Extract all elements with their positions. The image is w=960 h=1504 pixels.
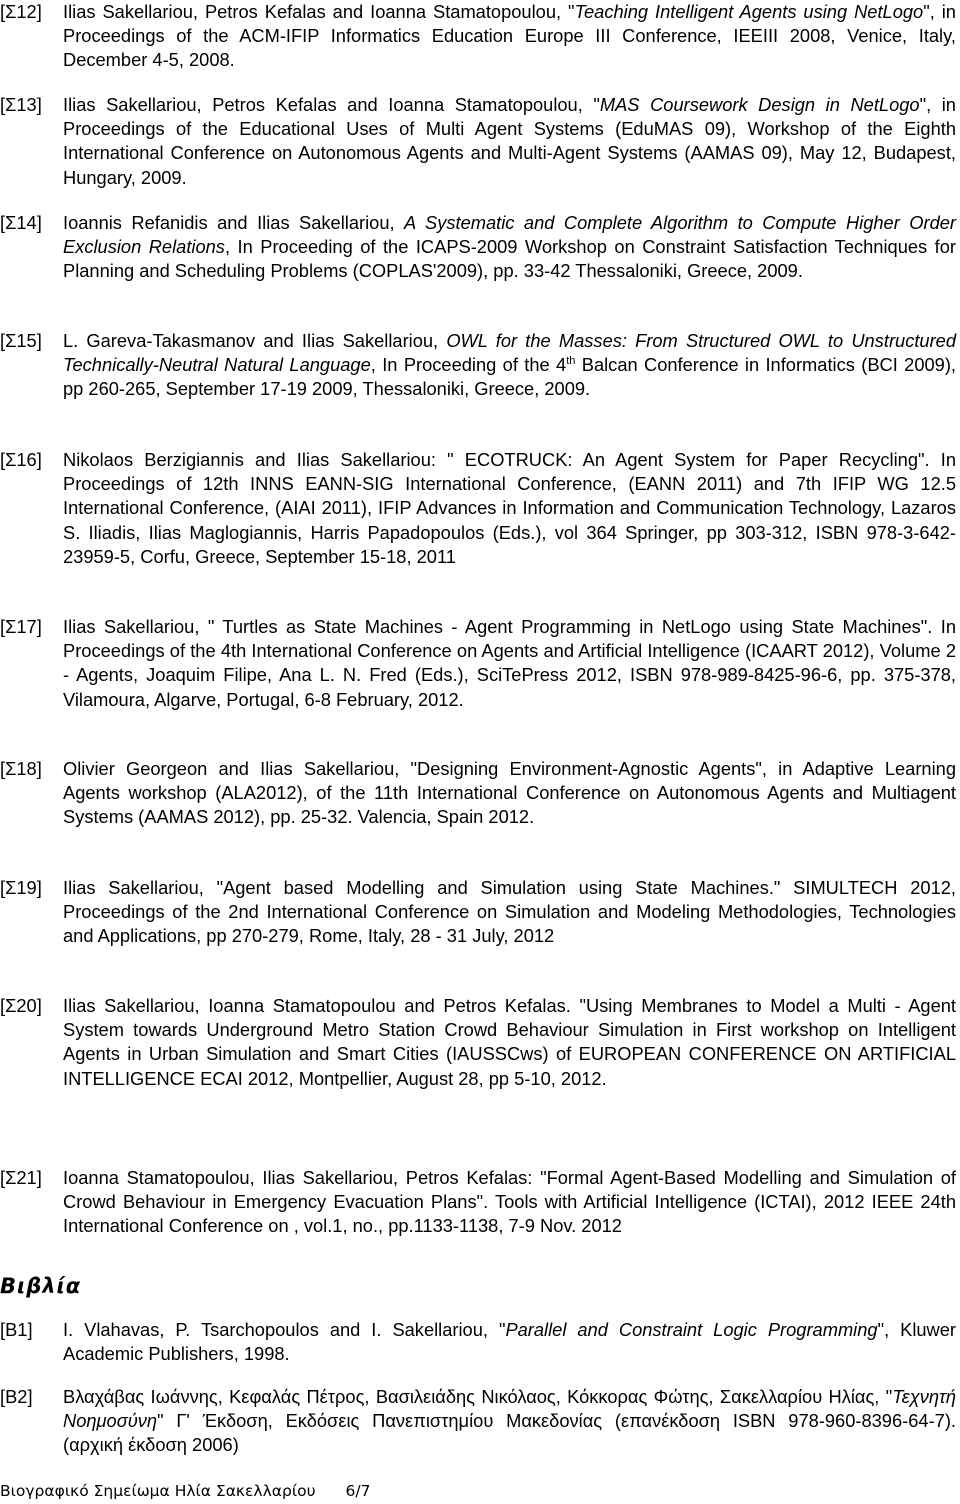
text-segment: Βλαχάβας Ιωάννης, Κεφαλάς Πέτρος, Βασιλειάδης Νικόλαος, Κόκκορας Φώτης, Σακελλαρίου Ηλίας, " [63, 1386, 893, 1407]
text-segment: Ilias Sakellariou, "Agent based Modelling and Simulation using State Machines." SIMULTECH 2012, Proceedings of the 2nd International Conference on Simulation and Modeling Methodologies, Technologies and Applications, pp 270-279, Rome, Italy, 28 - 31 July, 2012 [63, 877, 956, 947]
reference-label: [Σ18] [0, 758, 42, 779]
text-segment: " Γ' Έκδοση, Εκδόσεις Πανεπιστημίου Μακεδονίας (επανέκδοση ISBN 978-960-8396-64-7). (αρχική έκδοση 2006) [63, 1410, 956, 1456]
reference-text [63, 0, 956, 73]
book-label: [B2] [0, 1386, 33, 1407]
reference-entry [0, 329, 960, 402]
reference-text [63, 93, 956, 190]
reference-entry [0, 876, 960, 949]
footer-title: Βιογραφικό Σημείωμα Ηλία Σακελλαρίου [0, 1482, 316, 1500]
italic-title-text: Τεχνητή Νοημοσύνη [63, 1386, 956, 1432]
text-segment: , In Proceeding of the 4 [370, 354, 567, 376]
italic-title-text: MAS Coursework Design in NetLogo [599, 94, 920, 115]
text-segment: Ioannis Refanidis and Ilias Sakellariou, [63, 212, 405, 233]
text-segment: I. Vlahavas, P. Tsarchopoulos and I. Sakellariou, " [63, 1319, 506, 1340]
italic-title-text: Parallel and Constraint Logic Programming [505, 1319, 878, 1340]
reference-entry [0, 757, 960, 830]
page-number: 6/7 [345, 1482, 371, 1500]
text-segment: Ilias Sakellariou, Petros Kefalas and Ioanna Stamatopoulou, " [63, 94, 600, 115]
text-segment: ", in Proceedings of the Educational Uses of Multi Agent Systems (EduMAS 09), Workshop of the Eighth International Conference on Autonomous Agents and Multi-Agent Systems (AAMAS 09), May 12, Budapest, Hungary, 2009. [63, 94, 956, 188]
book-label: [B1] [0, 1319, 33, 1340]
reference-label: [Σ12] [0, 1, 42, 22]
text-segment: Ilias Sakellariou, Petros Kefalas and Ioanna Stamatopoulou, " [63, 1, 575, 22]
reference-label: [Σ16] [0, 449, 42, 470]
reference-text [63, 757, 956, 830]
reference-text [63, 448, 956, 569]
page-footer [0, 1481, 371, 1501]
reference-label: [Σ15] [0, 330, 42, 351]
reference-text [63, 329, 956, 402]
reference-text [63, 211, 956, 284]
section-heading-books: Βιβλία [0, 1274, 82, 1298]
text-segment: , In Proceeding of the ICAPS-2009 Workshop on Constraint Satisfaction Techniques for Planning and Scheduling Problems (COPLAS'2009), pp. 33-42 Thessaloniki, Greece, 2009. [63, 236, 956, 282]
book-entry [0, 1318, 960, 1366]
reference-label: [Σ14] [0, 212, 42, 233]
reference-entry [0, 448, 960, 569]
reference-label: [Σ20] [0, 995, 42, 1016]
text-segment: Nikolaos Berzigiannis and Ilias Sakellariou: " ECOTRUCK: An Agent System for Paper Recycling". In Proceedings of 12th INNS EANN-SIG International Conference, (EANN 2011) and 7th IFIP WG 12.5 International Conference, (AIAI 2011), IFIP Advances in Information and Communication Technology, Lazaros S. Iliadis, Ilias Maglogiannis, Harris Papadopoulos (Eds.), vol 364 Springer, pp 303-312, ISBN 978-3-642-23959-5, Corfu, Greece, September 15-18, 2011 [63, 449, 956, 567]
reference-label: [Σ17] [0, 616, 42, 637]
book-text [63, 1385, 956, 1458]
text-segment: Balcan Conference in Informatics (BCI 2009), pp 260-265, September 17-19 2009, Thessaloniki, Greece, 2009. [63, 354, 956, 400]
reference-label: [Σ13] [0, 94, 42, 115]
text-segment: ", in Proceedings of the ACM-IFIP Informatics Education Europe III Conference, IEEIII 2008, Venice, Italy, December 4-5, 2008. [63, 1, 956, 71]
book-text [63, 1318, 956, 1366]
reference-text [63, 876, 956, 949]
reference-text [63, 615, 956, 712]
reference-label: [Σ21] [0, 1167, 42, 1188]
italic-title-text: A Systematic and Complete Algorithm to Compute Higher Order Exclusion Relations [63, 212, 956, 258]
italic-title-text: OWL for the Masses: From Structured OWL to Unstructured Technically-Neutral Natural Language [63, 330, 957, 376]
reference-label: [Σ19] [0, 877, 42, 898]
reference-text [63, 1166, 956, 1239]
reference-entry [0, 994, 960, 1091]
text-segment: ", Kluwer Academic Publishers, 1998. [63, 1319, 957, 1365]
text-segment: Ioanna Stamatopoulou, Ilias Sakellariou, Petros Kefalas: "Formal Agent-Based Modelling and Simulation of Crowd Behaviour in Emergency Evacuation Plans". Tools with Artificial Intelligence (ICTAI), 2012 IEEE 24th International Conference on , vol.1, no., pp.1133-1138, 7-9 Nov. 2012 [63, 1167, 956, 1237]
superscript-text: th [566, 355, 576, 368]
text-segment: Ilias Sakellariou, Ioanna Stamatopoulou and Petros Kefalas. "Using Membranes to Model a Multi - Agent System towards Underground Metro Station Crowd Behaviour Simulation in First workshop on Intelligent Agents in Urban Simulation and Smart Cities (IAUSSCws) of EUROPEAN CONFERENCE ON ARTIFICIAL INTELLIGENCE ECAI 2012, Montpellier, August 28, pp 5-10, 2012. [63, 995, 956, 1089]
reference-entry [0, 1166, 960, 1239]
reference-text [63, 994, 956, 1091]
italic-title-text: Teaching Intelligent Agents using NetLogo [574, 1, 924, 22]
reference-entry [0, 211, 960, 284]
reference-entry [0, 93, 960, 190]
text-segment: Olivier Georgeon and Ilias Sakellariou, "Designing Environment-Agnostic Agents", in Adaptive Learning Agents workshop (ALA2012), of the 11th International Conference on Autonomous Agents and Multiagent Systems (AAMAS 2012), pp. 25-32. Valencia, Spain 2012. [63, 758, 956, 828]
reference-entry [0, 615, 960, 712]
book-entry [0, 1385, 960, 1458]
text-segment: Ilias Sakellariou, " Turtles as State Machines - Agent Programming in NetLogo using State Machines". In Proceedings of the 4th International Conference on Agents and Artificial Intelligence (ICAART 2012), Volume 2 - Agents, Joaquim Filipe, Ana L. N. Fred (Eds.), SciTePress 2012, ISBN 978-989-8425-96-6, pp. 375-378, Vilamoura, Algarve, Portugal, 6-8 February, 2012. [63, 616, 956, 710]
reference-entry [0, 0, 960, 73]
text-segment: L. Gareva-Takasmanov and Ilias Sakellariou, [63, 330, 447, 351]
